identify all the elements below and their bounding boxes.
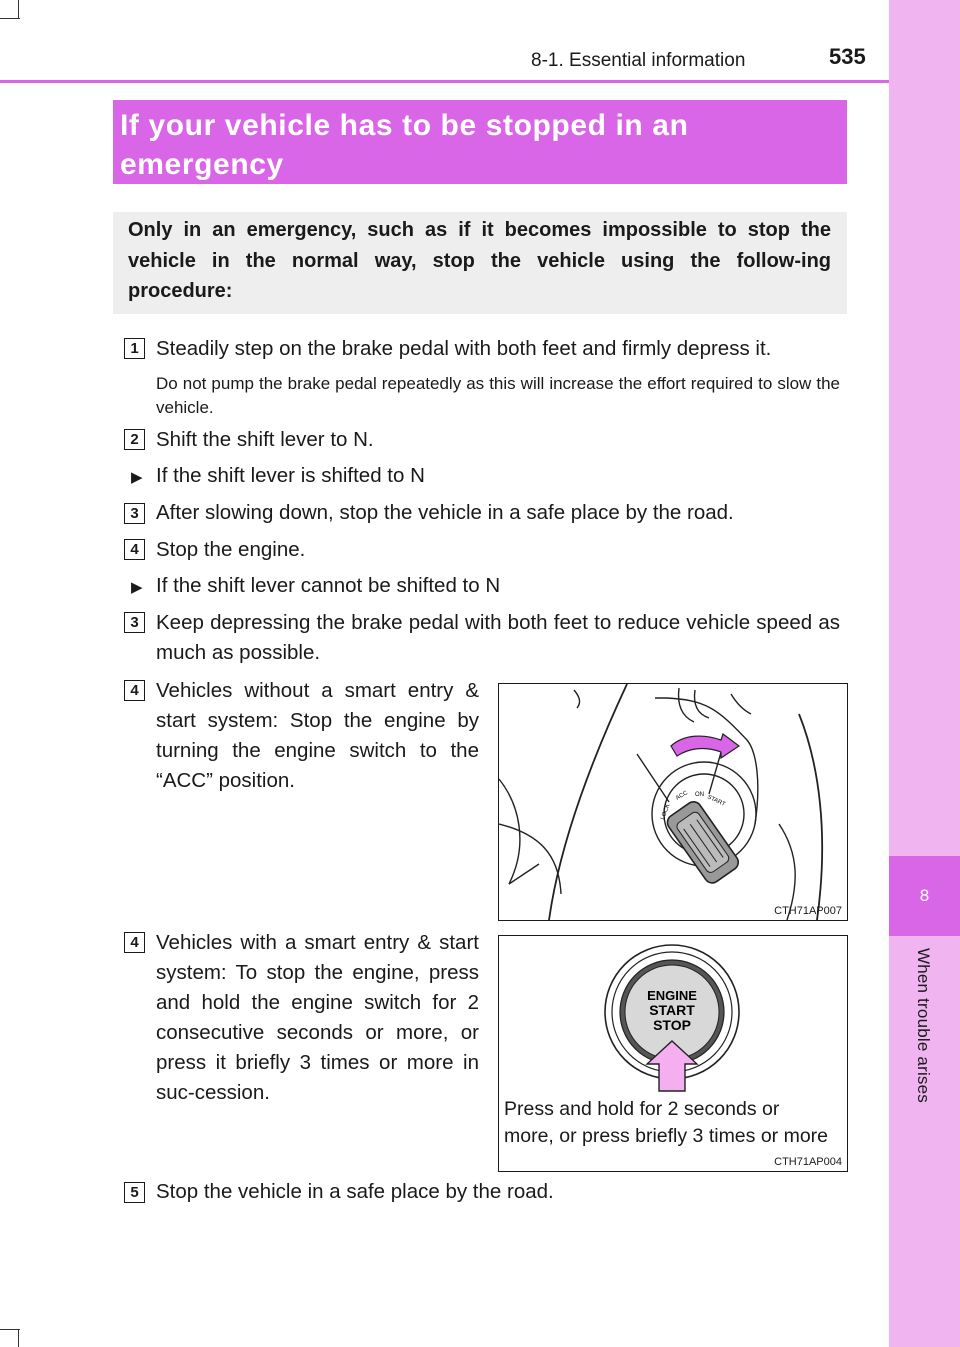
key-switch-drawing bbox=[499, 684, 847, 920]
step-note: Do not pump the brake pedal repeatedly as this will increase the effort required to slow the vehicle. bbox=[156, 374, 840, 417]
triangle-bullet-icon: ▶ bbox=[131, 579, 143, 596]
key-label-start: START bbox=[706, 794, 727, 808]
caption-line: more, or press briefly 3 times or more bbox=[504, 1125, 829, 1147]
page-number: 535 bbox=[829, 44, 866, 69]
figure-caption bbox=[504, 1096, 828, 1150]
step-number: 3 bbox=[124, 503, 145, 524]
engine-button-drawing bbox=[499, 936, 847, 1096]
step-text: Vehicles without a smart entry & start system: Stop the engine by turning the engine switch to the “ACC” position. bbox=[156, 679, 479, 792]
caption-line: Press and hold for 2 seconds or bbox=[504, 1098, 780, 1120]
figure-code: CTH71AP007 bbox=[774, 905, 842, 917]
step-number: 4 bbox=[124, 539, 145, 560]
crop-mark bbox=[18, 1329, 19, 1347]
page-title: If your vehicle has to be stopped in an emergency bbox=[120, 109, 689, 181]
crop-mark bbox=[0, 18, 20, 19]
step-number: 3 bbox=[124, 612, 145, 633]
step-number: 5 bbox=[124, 1182, 145, 1203]
crop-mark bbox=[18, 0, 19, 18]
step-text: Vehicles with a smart entry & start system: To stop the engine, press and hold the engine switch for 2 consecutive seconds or more, or press it briefly 3 times or more in suc-cession. bbox=[156, 931, 479, 1104]
intro-text: Only in an emergency, such as if it becomes impossible to stop the vehicle in the normal way, stop the vehicle using the follow-ing procedure: bbox=[128, 219, 831, 302]
case-heading bbox=[131, 571, 500, 603]
engine-button-illustration bbox=[498, 935, 848, 1172]
step-text: Steadily step on the brake pedal with both feet and firmly depress it. bbox=[156, 337, 772, 360]
key-label-acc: ACC bbox=[675, 790, 689, 802]
triangle-bullet-icon: ▶ bbox=[131, 469, 143, 486]
key-label-on: ON bbox=[695, 792, 704, 798]
case-heading bbox=[131, 461, 425, 493]
button-line-engine: ENGINE bbox=[647, 988, 697, 1003]
step-number: 4 bbox=[124, 932, 145, 953]
step-text: After slowing down, stop the vehicle in a safe place by the road. bbox=[156, 501, 734, 524]
key-switch-illustration bbox=[498, 683, 848, 921]
step-number: 2 bbox=[124, 429, 145, 450]
chapter-title: When trouble arises bbox=[914, 948, 933, 1103]
step-text: Keep depressing the brake pedal with both feet to reduce vehicle speed as much as possible. bbox=[156, 611, 840, 664]
intro-box bbox=[113, 212, 847, 314]
crop-mark bbox=[0, 1329, 20, 1330]
step-text: Stop the vehicle in a safe place by the road. bbox=[156, 1180, 554, 1203]
figure-code: CTH71AP004 bbox=[774, 1156, 842, 1168]
step-text: Stop the engine. bbox=[156, 538, 306, 561]
step-number: 1 bbox=[124, 338, 145, 359]
chapter-number: 8 bbox=[889, 856, 960, 936]
header-rule bbox=[0, 80, 889, 83]
step-number: 4 bbox=[124, 680, 145, 701]
title-banner bbox=[113, 100, 847, 184]
button-line-start: START bbox=[649, 1002, 695, 1018]
case-text: If the shift lever cannot be shifted to N bbox=[156, 574, 501, 597]
button-line-stop: STOP bbox=[653, 1017, 691, 1033]
section-heading: 8-1. Essential information bbox=[531, 50, 746, 71]
chapter-side-tab bbox=[889, 0, 960, 1347]
case-text: If the shift lever is shifted to N bbox=[156, 464, 425, 487]
step-text: Shift the shift lever to N. bbox=[156, 428, 374, 451]
key-label-lock: LOCK bbox=[660, 803, 672, 821]
